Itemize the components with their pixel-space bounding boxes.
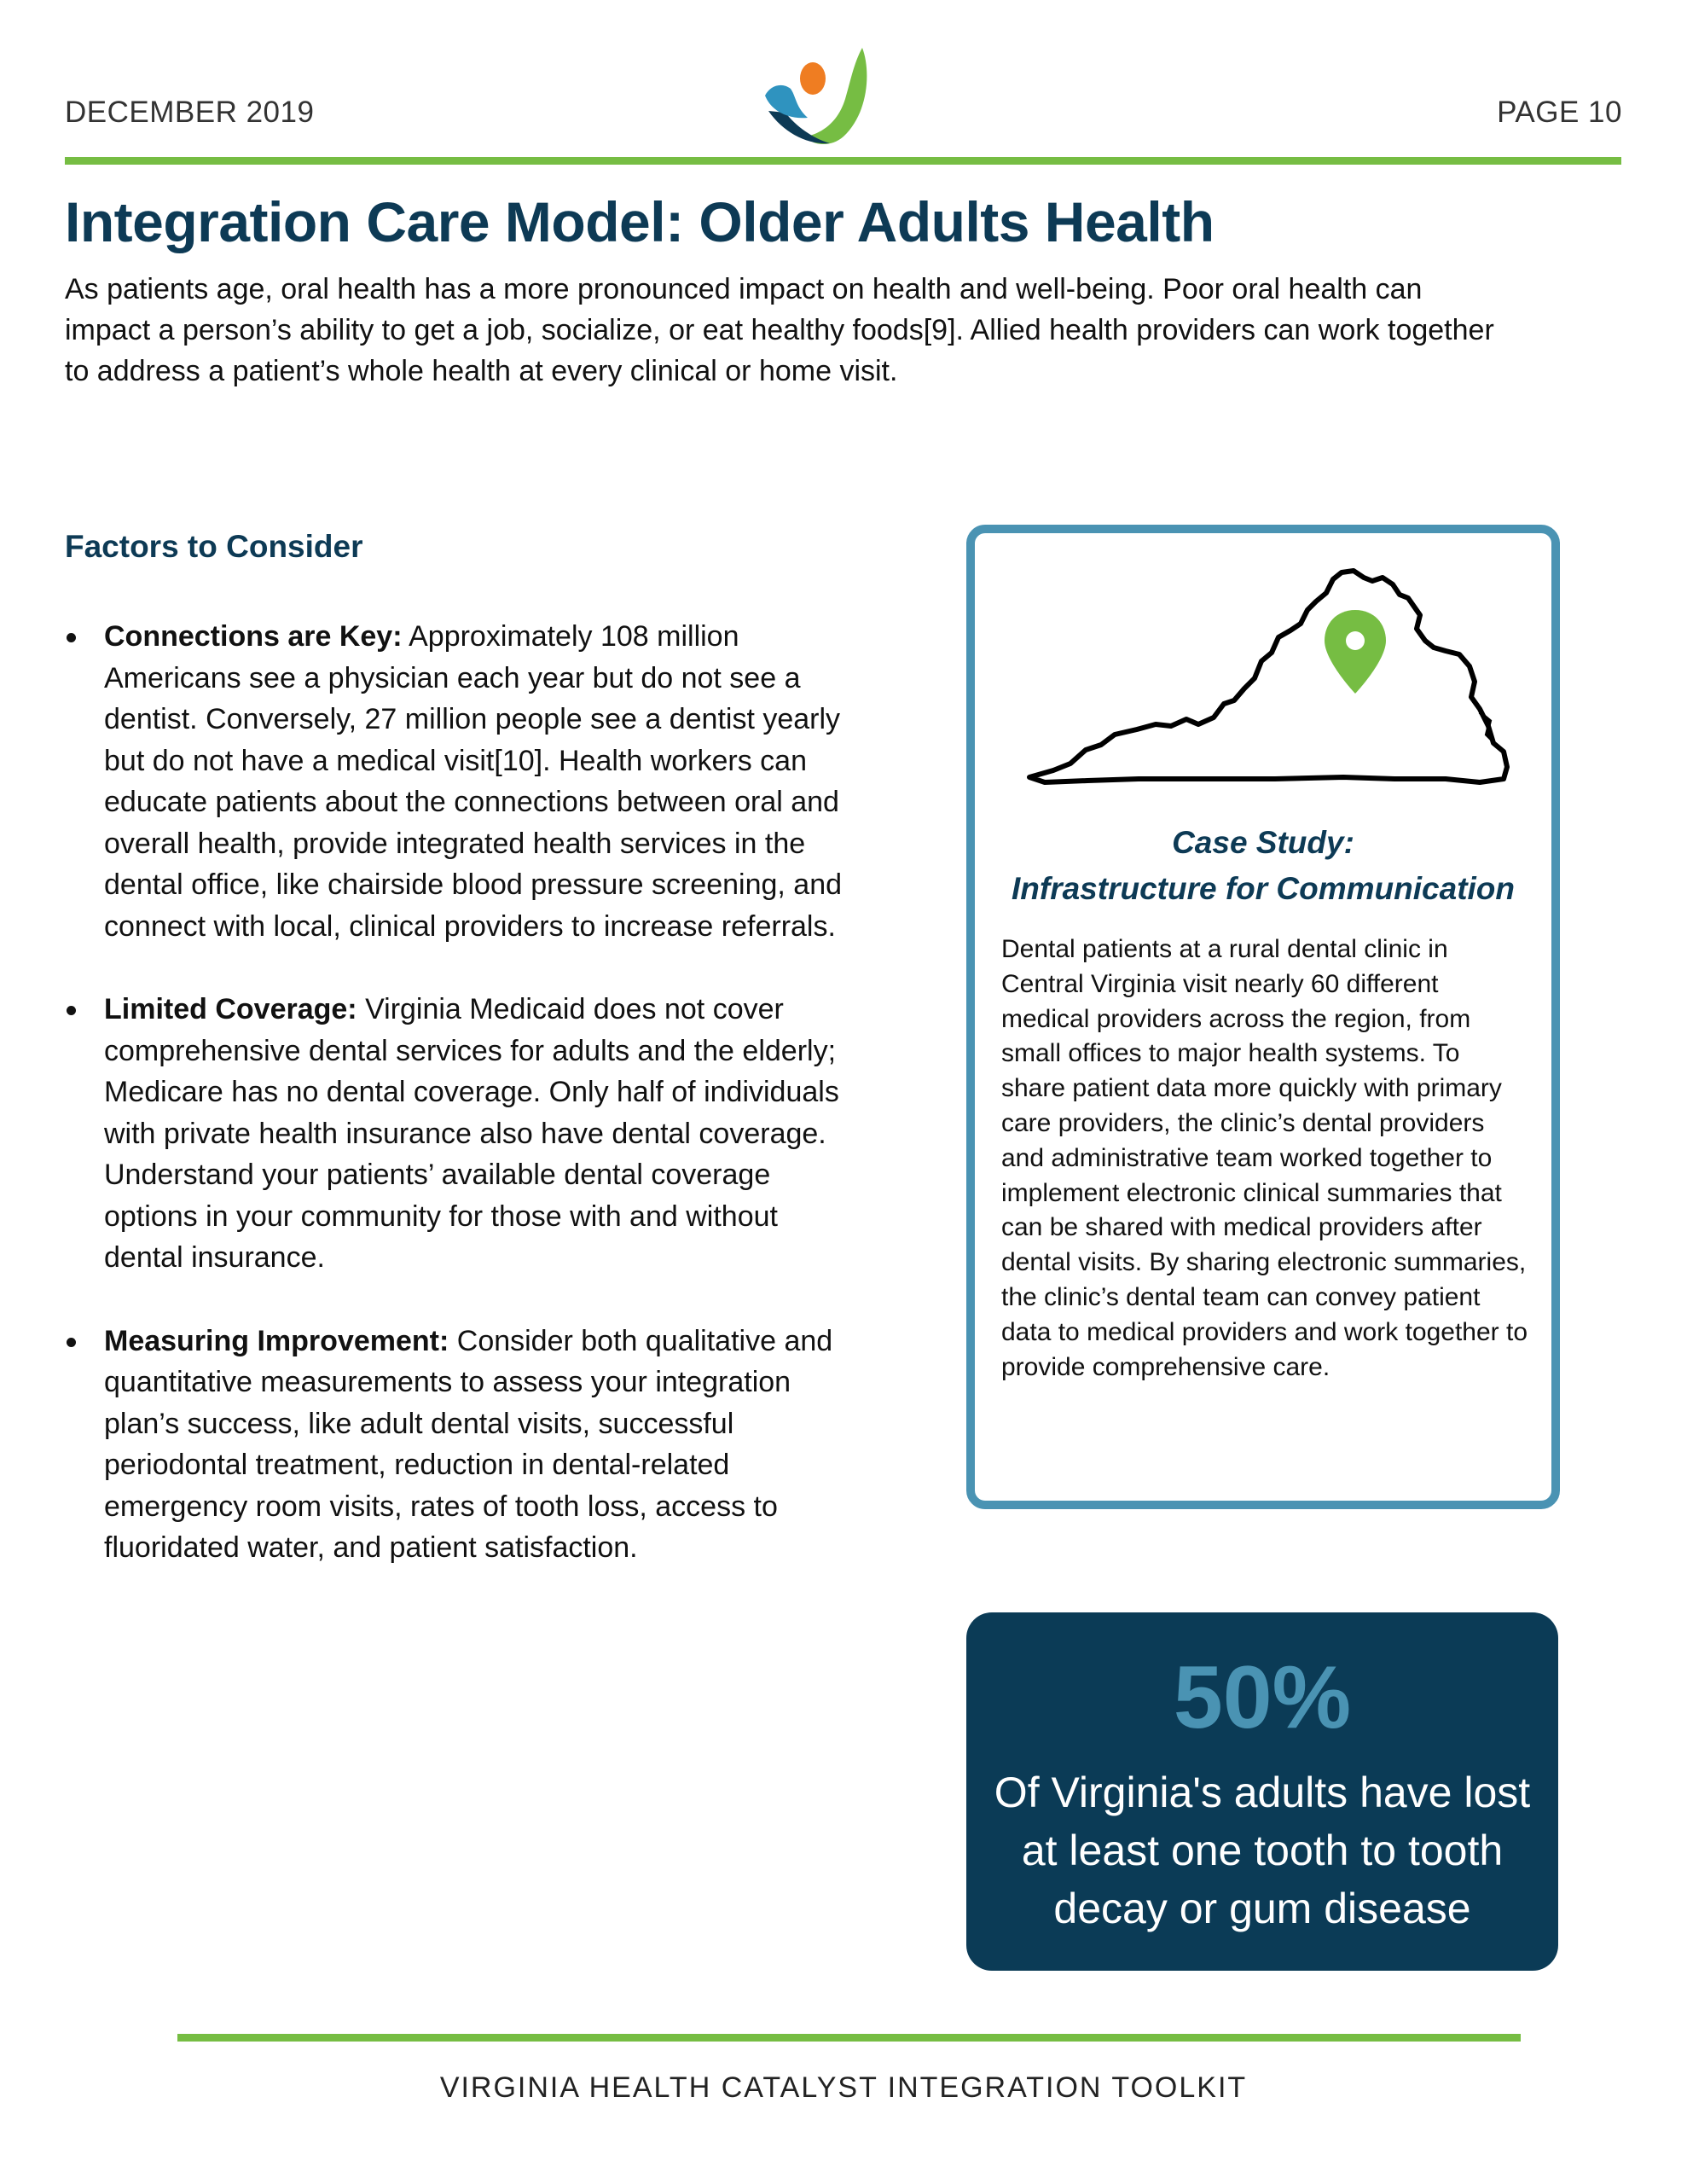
factor-label: Limited Coverage: bbox=[104, 993, 357, 1025]
factors-heading: Factors to Consider bbox=[65, 529, 363, 564]
page-title: Integration Care Model: Older Adults Health bbox=[65, 190, 1215, 253]
header-divider bbox=[65, 157, 1621, 165]
factor-text: Virginia Medicaid does not cover comprehensive dental services for adults and the elderly; Medicare has no dental coverage. Only half of individuals with private health insurance also have dental coverage. Understand your patients’ available dental coverage options in your community for those with and without dental insurance. bbox=[104, 993, 839, 1274]
factor-item bbox=[65, 616, 858, 947]
case-study-subtitle: Infrastructure for Communication bbox=[1012, 871, 1515, 906]
page-number: PAGE 10 bbox=[1497, 96, 1622, 129]
intro-paragraph: As patients age, oral health has a more pronounced impact on health and well-being. Poor oral health can impact a person’s ability to get a job, socialize, or eat healthy foods[9]. Allied health providers can work together to address a patient’s whole health at every clinical or home visit. bbox=[65, 273, 1494, 387]
footer-text: VIRGINIA HEALTH CATALYST INTEGRATION TOOLKIT bbox=[439, 2071, 1248, 2104]
factor-text: Consider both qualitative and quantitative measurements to assess your integration plan’s success, like adult dental visits, successful periodontal treatment, reduction in dental-related emergency room visits, rates of tooth loss, access to fluoridated water, and patient satisfaction. bbox=[104, 1324, 833, 1564]
case-study-title: Case Study: bbox=[1172, 825, 1354, 860]
factor-label: Measuring Improvement: bbox=[104, 1324, 449, 1357]
factor-item bbox=[65, 989, 858, 1279]
footer-divider bbox=[177, 2034, 1521, 2042]
stat-value: 50% bbox=[1173, 1648, 1352, 1747]
factor-item bbox=[65, 1321, 858, 1569]
factor-label: Connections are Key: bbox=[104, 620, 403, 653]
bullet-icon bbox=[67, 633, 76, 642]
bullet-icon bbox=[67, 1006, 76, 1015]
factors-list bbox=[65, 616, 858, 1611]
case-study-body: Dental patients at a rural dental clinic in Central Virginia visit nearly 60 different medical providers across the region, from small offices to major health systems. To share patient data more quickly with primary care providers, the clinic’s dental providers and administrative team worked together to implement electronic clinical summaries that can be shared with medical providers after dental visits. By sharing electronic summaries, the clinic’s dental team can convey patient data to medical providers and work together to provide comprehensive care. bbox=[1001, 935, 1528, 1381]
factor-text: Approximately 108 million Americans see a physician each year but do not see a dentist. Conversely, 27 million people see a dentist yearly but do not have a medical visit[10]. Health workers can educate patients about the connections between oral and overall health, provide integrated health services in the dental office, like chairside blood pressure screening, and connect with local, clinical providers to increase referrals. bbox=[104, 620, 843, 943]
virginia-map-with-location-pin-icon bbox=[1019, 559, 1514, 789]
stat-caption: Of Virginia's adults have lost at least one tooth to tooth decay or gum disease bbox=[994, 1769, 1531, 1932]
vhc-leaf-logo-icon bbox=[762, 44, 874, 148]
bullet-icon bbox=[67, 1338, 76, 1347]
header-date: DECEMBER 2019 bbox=[65, 96, 315, 129]
